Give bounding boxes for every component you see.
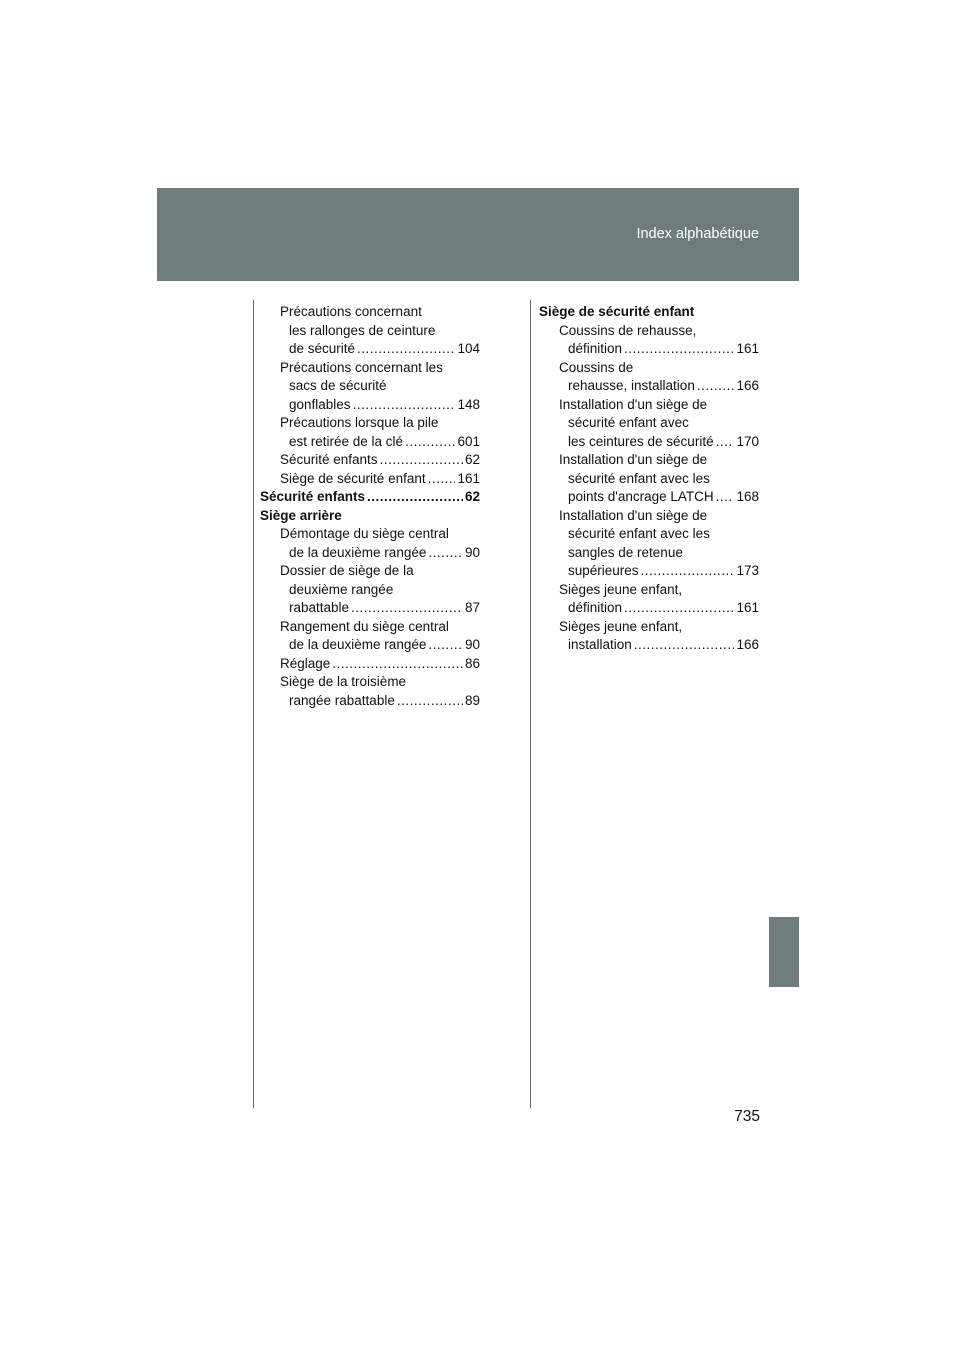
index-heading: Siège arrière (260, 507, 342, 523)
leader-dots (716, 488, 735, 507)
leader-dots (405, 433, 455, 452)
index-line: Précautions concernant les (280, 359, 443, 375)
leader-dots (428, 636, 463, 655)
page-ref: 170 (736, 433, 759, 449)
index-heading: Siège de sécurité enfant (539, 304, 695, 319)
page-ref: 161 (736, 600, 759, 615)
index-entry: rangée rabattable ..... 89 (260, 692, 480, 711)
page-ref: 87 (464, 600, 480, 615)
page-ref: 62 (464, 452, 480, 467)
index-heading-entry: Sécurité enfants ..... 62 (260, 488, 480, 507)
leader-dots (634, 636, 735, 655)
index-line: sécurité enfant avec les (568, 526, 710, 541)
index-line: Sièges jeune enfant, (559, 618, 683, 634)
leader-dots (428, 544, 463, 563)
leader-dots (367, 488, 463, 507)
index-line: sécurité enfant avec les (568, 470, 710, 486)
index-line: Précautions lorsque la pile (280, 415, 439, 430)
index-entry: Sécurité enfants ..... 62 (260, 451, 480, 470)
index-column-right (539, 303, 759, 655)
page-ref: 601 (457, 433, 480, 449)
index-entry: est retirée de la clé ..... 601 (260, 433, 480, 452)
index-column-left (260, 303, 480, 710)
leader-dots (380, 451, 463, 470)
page-ref: 166 (736, 637, 759, 652)
index-line: Précautions concernant (280, 304, 422, 319)
index-line: Coussins de rehausse, (559, 322, 697, 338)
index-entry: définition ..... 161 (539, 599, 759, 618)
index-entry: Réglage ..... 86 (260, 655, 480, 674)
page-ref: 173 (736, 563, 759, 578)
index-entry: installation ..... 166 (539, 636, 759, 655)
index-line: deuxième rangée (289, 581, 394, 597)
leader-dots (716, 433, 735, 452)
section-thumb-tab (769, 917, 799, 987)
left-column-rule (253, 300, 254, 1108)
leader-dots (624, 599, 734, 618)
index-line: Dossier de siège de la (280, 563, 414, 578)
index-entry: les ceintures de sécurité ..... 170 (539, 433, 759, 452)
page-ref: 148 (457, 396, 480, 412)
index-line: Installation d'un siège de (559, 452, 708, 467)
leader-dots (697, 377, 735, 396)
index-entry: rehausse, installation ..... 166 (539, 377, 759, 396)
index-line: sangles de retenue (568, 544, 683, 560)
index-line: Coussins de (559, 359, 634, 375)
page-ref: 161 (736, 341, 759, 356)
index-line: Démontage du siège central (280, 526, 449, 541)
page-ref: 89 (464, 692, 480, 708)
leader-dots (641, 562, 735, 581)
index-line: Sièges jeune enfant, (559, 581, 683, 597)
index-line: sécurité enfant avec (568, 415, 689, 430)
index-entry: points d'ancrage LATCH ..... 168 (539, 488, 759, 507)
page-ref: 86 (464, 655, 480, 671)
index-entry: supérieures ..... 173 (539, 562, 759, 581)
leader-dots (397, 692, 463, 711)
index-line: Installation d'un siège de (559, 507, 708, 523)
page-ref: 161 (457, 470, 480, 486)
page-ref: 90 (464, 544, 480, 560)
index-entry: rabattable ..... 87 (260, 599, 480, 618)
page-ref: 90 (464, 637, 480, 652)
page-ref: 104 (457, 341, 480, 356)
middle-column-rule (530, 300, 531, 1108)
page-number: 735 (734, 1108, 760, 1125)
index-entry: définition ..... 161 (539, 340, 759, 359)
index-entry: gonflables ..... 148 (260, 396, 480, 415)
index-line: Rangement du siège central (280, 618, 449, 634)
index-entry: de la deuxième rangée ..... 90 (260, 544, 480, 563)
page-ref: 62 (464, 489, 480, 504)
index-entry: Siège de sécurité enfant ..... 161 (260, 470, 480, 489)
leader-dots (624, 340, 734, 359)
leader-dots (351, 599, 463, 618)
index-line: les rallonges de ceinture (289, 322, 436, 338)
index-line: Installation d'un siège de (559, 396, 708, 412)
index-entry: de sécurité ..... 104 (260, 340, 480, 359)
page-ref: 168 (736, 489, 759, 504)
leader-dots (353, 396, 456, 415)
index-line: sacs de sécurité (289, 378, 387, 393)
page-ref: 166 (736, 378, 759, 393)
index-entry: de la deuxième rangée ..... 90 (260, 636, 480, 655)
leader-dots (332, 655, 463, 674)
header-band (157, 188, 799, 281)
leader-dots (357, 340, 455, 359)
leader-dots (428, 470, 456, 489)
index-line: Siège de la troisième (280, 674, 407, 689)
header-title: Index alphabétique (636, 226, 759, 242)
